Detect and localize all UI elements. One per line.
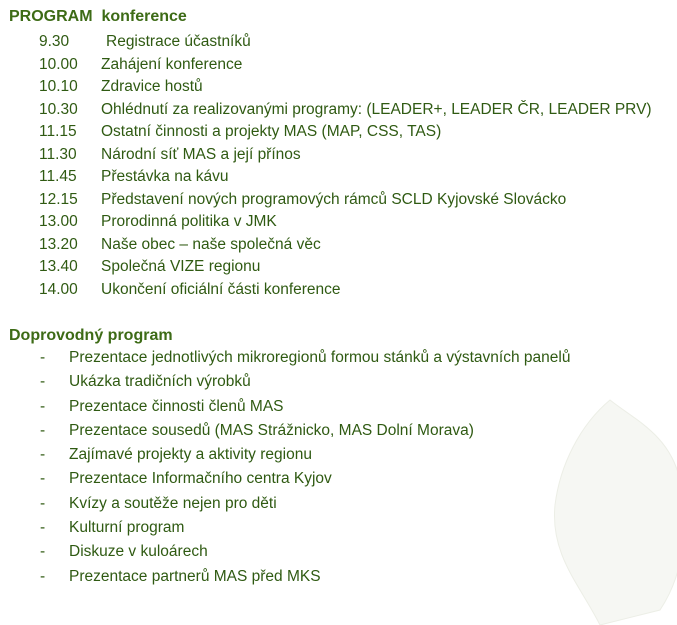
schedule-item: Zdravice hostů (101, 78, 203, 95)
list-item-text: Kvízy a soutěže nejen pro děti (69, 494, 277, 512)
bullet-dash: - (40, 567, 46, 585)
schedule-item: Prorodinná politika v JMK (101, 213, 277, 230)
bullet-dash: - (40, 397, 46, 415)
schedule-time: 13.20 (39, 235, 78, 253)
schedule-item: Ohlédnutí za realizovanými programy: (LEADER+, LEADER ČR, LEADER PRV) (101, 100, 652, 118)
schedule-item: Společná VIZE regionu (101, 258, 261, 275)
schedule-time: 11.15 (39, 123, 77, 140)
schedule-time: 12.15 (39, 190, 78, 208)
schedule-time: 11.45 (39, 168, 77, 185)
schedule-item: Ukončení oficiální části konference (101, 280, 341, 298)
schedule-item: Zahájení konference (101, 55, 243, 73)
bullet-dash: - (40, 373, 46, 391)
bullet-dash: - (40, 446, 46, 464)
bullet-dash: - (40, 519, 46, 537)
schedule-time: 10.00 (39, 55, 78, 73)
list-item-text: Prezentace Informačního centra Kyjov (69, 470, 332, 488)
bullet-dash: - (40, 421, 46, 439)
schedule-time: 10.10 (39, 78, 78, 95)
bullet-dash: - (40, 494, 46, 512)
list-item-text: Zajímavé projekty a aktivity regionu (69, 446, 312, 464)
schedule-time: 10.30 (39, 100, 78, 118)
bullet-dash: - (40, 470, 46, 488)
program-heading: PROGRAM konference (9, 8, 187, 25)
schedule-item: Představení nových programových rámců SCLD Kyjovské Slovácko (101, 190, 567, 208)
list-item-text: Diskuze v kuloárech (69, 543, 208, 561)
schedule-item: Naše obec – naše společná věc (101, 235, 321, 253)
schedule-item: Registrace účastníků (106, 33, 251, 50)
schedule-item: Přestávka na kávu (101, 168, 229, 185)
list-item-text: Ukázka tradičních výrobků (69, 373, 251, 391)
decorative-shape (540, 395, 677, 625)
list-item-text: Prezentace sousedů (MAS Strážnicko, MAS Dolní Morava) (69, 421, 474, 439)
list-item-text: Prezentace činnosti členů MAS (69, 397, 284, 415)
bullet-dash: - (40, 349, 46, 366)
schedule-time: 13.00 (39, 213, 78, 230)
list-item-text: Prezentace jednotlivých mikroregionů formou stánků a výstavních panelů (69, 349, 571, 366)
list-item-text: Kulturní program (69, 519, 185, 537)
schedule-time: 13.40 (39, 258, 78, 275)
schedule-item: Národní síť MAS a její přínos (101, 145, 301, 163)
schedule-time: 9.30 (39, 33, 70, 50)
bullet-dash: - (40, 543, 46, 561)
side-program-heading: Doprovodný program (9, 327, 173, 344)
list-item-text: Prezentace partnerů MAS před MKS (69, 567, 321, 585)
schedule-time: 14.00 (39, 280, 78, 298)
schedule-item: Ostatní činnosti a projekty MAS (MAP, CSS, TAS) (101, 123, 442, 140)
schedule-time: 11.30 (39, 145, 77, 163)
